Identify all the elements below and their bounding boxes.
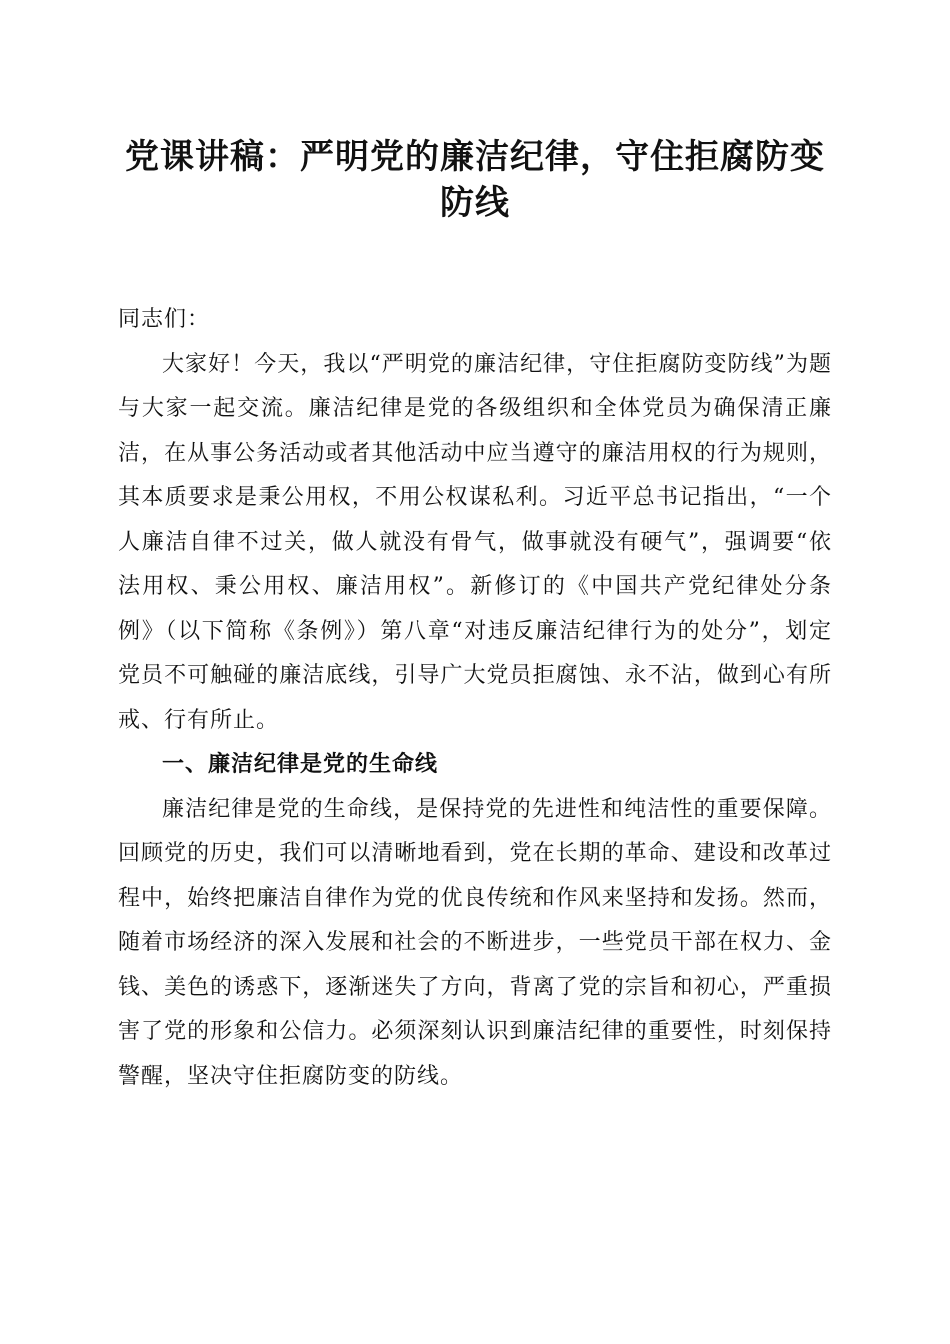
document-title: 党课讲稿：严明党的廉洁纪律，守住拒腐防变防线 [125,137,825,223]
section-heading: 一、廉洁纪律是党的生命线 [162,752,439,777]
salutation: 同志们： [118,307,211,332]
intro-paragraph: 大家好！今天，我以“严明党的廉洁纪律，守住拒腐防变防线”为题与大家一起交流。廉洁纪律是党的各级组织和全体党员为确保清正廉洁，在从事公务活动或者其他活动中应当遵守的廉洁用权的行为规则，其本质要求是秉公用权，不用公权谋私利。习近平总书记指出，“一个人廉洁自律不过关，做人就没有骨气，做事就没有硬气”，强调要“依法用权、秉公用权、廉洁用权”。新修订的《中国共产党纪律处分条例》（以下简称《条例》）第八章“对违反廉洁纪律行为的处分”，划定党员不可触碰的廉洁底线，引导广大党员拒腐蚀、永不沾，做到心有所戒、行有所止。 [118,351,832,733]
section-paragraph: 廉洁纪律是党的生命线，是保持党的先进性和纯洁性的重要保障。回顾党的历史，我们可以清晰地看到，党在长期的革命、建设和改革过程中，始终把廉洁自律作为党的优良传统和作风来坚持和发扬。然而，随着市场经济的深入发展和社会的不断进步，一些党员干部在权力、金钱、美色的诱惑下，逐渐迷失了方向，背离了党的宗旨和初心，严重损害了党的形象和公信力。必须深刻认识到廉洁纪律的重要性，时刻保持警醒，坚决守住拒腐防变的防线。 [118,796,832,1089]
